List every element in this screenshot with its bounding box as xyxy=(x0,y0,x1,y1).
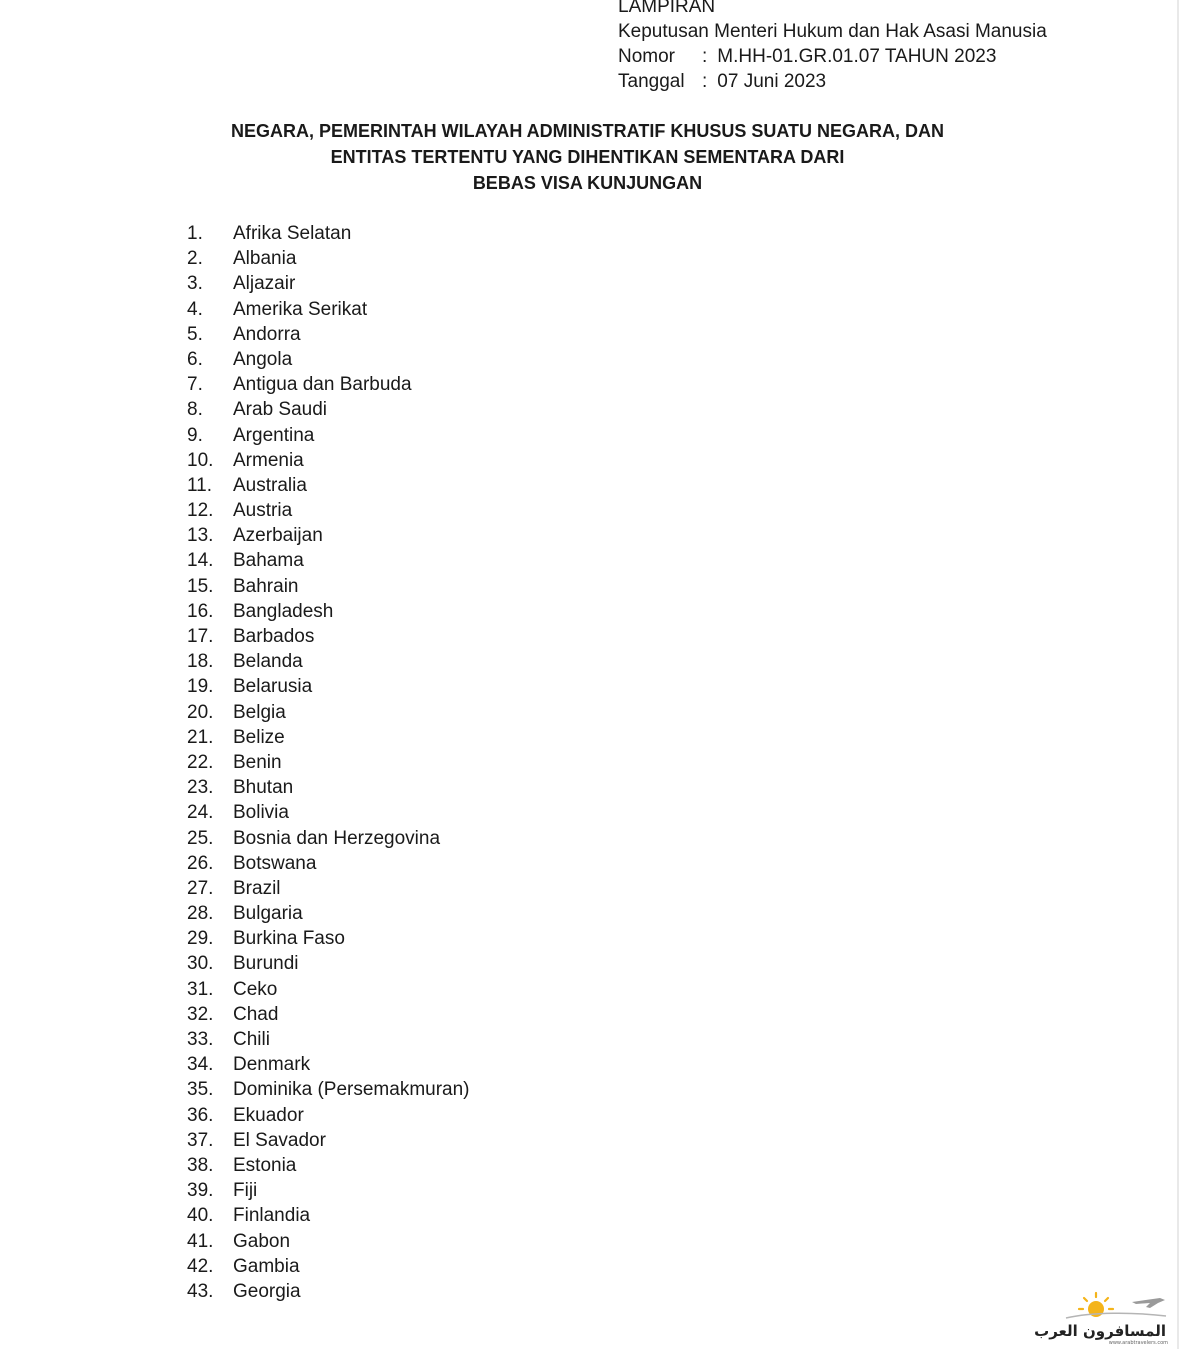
list-item xyxy=(187,1052,470,1077)
country-name: Bahama xyxy=(233,550,304,572)
country-name: Bhutan xyxy=(233,777,294,799)
country-name: Finlandia xyxy=(233,1205,311,1227)
country-name: Bulgaria xyxy=(233,903,303,925)
list-item-number: 4. xyxy=(187,298,203,320)
list-item xyxy=(187,775,470,800)
list-item xyxy=(187,674,470,699)
nomor-value: M.HH-01.GR.01.07 TAHUN 2023 xyxy=(717,46,997,67)
list-item xyxy=(187,246,470,271)
list-item-number: 23. xyxy=(187,777,214,799)
list-item xyxy=(187,725,470,750)
list-item-number: 22. xyxy=(187,751,214,773)
list-item-number: 5. xyxy=(187,323,203,345)
tanggal-row xyxy=(618,69,1047,94)
nomor-label: Nomor xyxy=(618,46,676,67)
list-item-number: 35. xyxy=(187,1079,214,1101)
country-name: Bangladesh xyxy=(233,600,334,622)
country-name: Bolivia xyxy=(233,802,289,824)
list-item-number: 12. xyxy=(187,500,214,522)
list-item xyxy=(187,826,470,851)
title-line-3: BEBAS VISA KUNJUNGAN xyxy=(472,173,703,193)
list-item xyxy=(187,297,470,322)
country-name: Bahrain xyxy=(233,575,299,597)
country-name: Andorra xyxy=(233,323,301,345)
list-item xyxy=(187,1027,470,1052)
country-name: Belanda xyxy=(233,651,303,673)
list-item xyxy=(187,926,470,951)
list-item-number: 10. xyxy=(187,449,214,471)
country-name: Arab Saudi xyxy=(233,399,328,421)
country-name: Denmark xyxy=(233,1054,311,1076)
country-name: Georgia xyxy=(233,1280,301,1302)
list-item xyxy=(187,473,470,498)
list-item-number: 27. xyxy=(187,877,214,899)
list-item xyxy=(187,574,470,599)
list-item xyxy=(187,1203,470,1228)
country-name: Chili xyxy=(233,1029,270,1050)
list-item xyxy=(187,498,470,523)
country-name: Estonia xyxy=(233,1154,297,1176)
list-item-number: 40. xyxy=(187,1205,214,1227)
nomor-row xyxy=(618,44,1047,69)
country-name: Belize xyxy=(233,726,285,748)
list-item xyxy=(187,1153,470,1178)
list-item xyxy=(187,977,470,1002)
list-item-number: 19. xyxy=(187,676,214,698)
tanggal-separator: : xyxy=(702,71,708,92)
country-name: Bosnia dan Herzegovina xyxy=(233,827,441,849)
list-item-number: 34. xyxy=(187,1054,214,1076)
country-name: Armenia xyxy=(233,449,304,471)
list-item xyxy=(187,876,470,901)
list-item xyxy=(187,523,470,548)
country-name: Argentina xyxy=(233,424,315,446)
list-item xyxy=(187,221,470,246)
list-item xyxy=(187,423,470,448)
country-name: Belarusia xyxy=(233,676,313,698)
list-item-number: 14. xyxy=(187,550,214,572)
list-item-number: 18. xyxy=(187,651,214,673)
lampiran-label: LAMPIRAN xyxy=(618,0,716,17)
country-list xyxy=(187,221,470,1304)
list-item-number: 42. xyxy=(187,1255,214,1277)
country-name: Australia xyxy=(233,474,307,496)
country-name: Afrika Selatan xyxy=(233,223,352,244)
list-item xyxy=(187,1128,470,1153)
country-name: Albania xyxy=(233,248,297,270)
list-item xyxy=(187,700,470,725)
document-title xyxy=(170,118,1005,196)
list-item-number: 21. xyxy=(187,726,214,748)
country-name: El Savador xyxy=(233,1129,326,1151)
list-item xyxy=(187,951,470,976)
list-item-number: 9. xyxy=(187,424,203,446)
list-item xyxy=(187,1178,470,1203)
list-item xyxy=(187,1077,470,1102)
list-item xyxy=(187,1279,470,1304)
list-item-number: 25. xyxy=(187,827,214,849)
country-name: Aljazair xyxy=(233,273,296,295)
list-item-number: 11. xyxy=(187,474,213,496)
tanggal-label: Tanggal xyxy=(618,71,685,92)
list-item-number: 30. xyxy=(187,953,214,975)
country-name: Benin xyxy=(233,751,282,773)
country-name: Burkina Faso xyxy=(233,928,345,950)
list-item-number: 28. xyxy=(187,903,214,925)
list-item-number: 2. xyxy=(187,248,203,270)
country-name: Ekuador xyxy=(233,1104,304,1126)
list-item xyxy=(187,624,470,649)
country-name: Austria xyxy=(233,500,293,522)
list-item xyxy=(187,851,470,876)
watermark-logo-text: المسافرون العرب xyxy=(1034,1322,1166,1340)
list-item-number: 36. xyxy=(187,1104,214,1126)
list-item xyxy=(187,1254,470,1279)
list-item-number: 3. xyxy=(187,273,203,295)
list-item-number: 1. xyxy=(187,223,203,244)
list-item xyxy=(187,1229,470,1254)
list-item xyxy=(187,599,470,624)
list-item xyxy=(187,397,470,422)
list-item xyxy=(187,322,470,347)
tanggal-value: 07 Juni 2023 xyxy=(717,71,827,92)
list-item xyxy=(187,271,470,296)
list-item-number: 31. xyxy=(187,978,214,1000)
list-item-number: 38. xyxy=(187,1154,214,1176)
list-item-number: 8. xyxy=(187,399,203,421)
list-item xyxy=(187,901,470,926)
list-item-number: 33. xyxy=(187,1029,214,1050)
list-item-number: 7. xyxy=(187,374,203,396)
country-name: Barbados xyxy=(233,626,315,647)
watermark-site: www.arabtravelers.com xyxy=(1108,1340,1168,1346)
list-item-number: 32. xyxy=(187,1003,214,1025)
country-name: Angola xyxy=(233,348,293,370)
country-name: Belgia xyxy=(233,701,286,723)
country-name: Amerika Serikat xyxy=(233,298,368,320)
list-item-number: 20. xyxy=(187,701,214,723)
country-name: Botswana xyxy=(233,852,317,874)
list-item xyxy=(187,372,470,397)
list-item-number: 6. xyxy=(187,348,203,370)
list-item-number: 37. xyxy=(187,1129,214,1151)
list-item xyxy=(187,1103,470,1128)
list-item xyxy=(187,448,470,473)
sun-plane-logo-icon xyxy=(1034,1288,1174,1346)
list-item-number: 39. xyxy=(187,1180,214,1202)
plane-icon xyxy=(1132,1298,1165,1308)
list-item xyxy=(187,750,470,775)
document-header xyxy=(618,0,1047,94)
list-item-number: 41. xyxy=(187,1230,214,1252)
list-item xyxy=(187,548,470,573)
list-item-number: 29. xyxy=(187,928,214,950)
title-line-2: ENTITAS TERTENTU YANG DIHENTIKAN SEMENTARA DARI xyxy=(330,147,845,167)
country-name: Antigua dan Barbuda xyxy=(233,374,412,396)
country-name: Brazil xyxy=(233,877,281,899)
country-name: Burundi xyxy=(233,953,299,975)
list-item-number: 24. xyxy=(187,802,214,824)
country-name: Dominika (Persemakmuran) xyxy=(233,1079,470,1101)
nomor-separator: : xyxy=(702,46,708,67)
decree-title: Keputusan Menteri Hukum dan Hak Asasi Manusia xyxy=(618,21,1047,42)
country-name: Chad xyxy=(233,1003,279,1025)
list-item xyxy=(187,1002,470,1027)
country-name: Ceko xyxy=(233,978,278,1000)
country-name: Fiji xyxy=(233,1180,258,1202)
country-name: Gambia xyxy=(233,1255,300,1277)
list-item-number: 15. xyxy=(187,575,214,597)
list-item-number: 43. xyxy=(187,1280,214,1302)
country-name: Gabon xyxy=(233,1230,291,1252)
country-name: Azerbaijan xyxy=(233,525,323,547)
list-item xyxy=(187,800,470,825)
list-item-number: 26. xyxy=(187,852,214,874)
list-item-number: 17. xyxy=(187,626,214,647)
title-line-1: NEGARA, PEMERINTAH WILAYAH ADMINISTRATIF KHUSUS SUATU NEGARA, DAN xyxy=(230,121,944,141)
list-item xyxy=(187,649,470,674)
list-item xyxy=(187,347,470,372)
list-item-number: 16. xyxy=(187,600,214,622)
list-item-number: 13. xyxy=(187,525,214,547)
